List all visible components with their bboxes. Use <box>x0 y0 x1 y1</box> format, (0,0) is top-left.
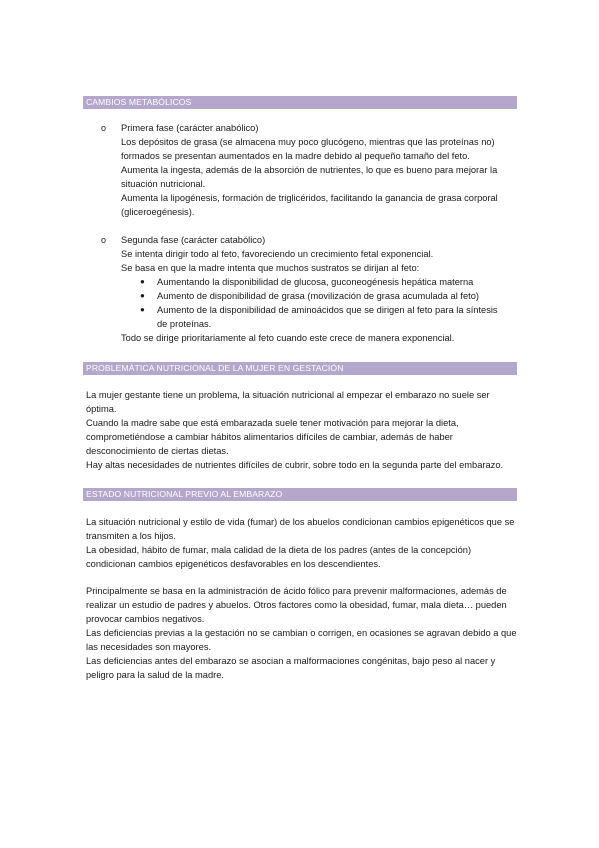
text-line: realizar un estudio de padres y abuelos. Otros factores como la obesidad, fumar, mala dieta… pueden <box>86 600 507 610</box>
text-line: La obesidad, hábito de fumar, mala calidad de la dieta de los padres (antes de la concepción) <box>86 545 472 555</box>
fase1-title: Primera fase (carácter anabólico) <box>121 123 259 133</box>
text-line: (gliceroegénesis). <box>121 207 195 217</box>
text-line: peligro para la salud de la madre. <box>86 670 224 680</box>
list-bullet: ● <box>140 277 145 286</box>
text-line: transmiten a los hijos. <box>86 531 176 541</box>
fase2-block <box>121 233 433 275</box>
list-bullet: ● <box>140 291 145 300</box>
text-line: desconocimiento de ciertas dietas. <box>86 446 229 456</box>
section-header-estado: ESTADO NUTRICIONAL PREVIO AL EMBARAZO <box>83 488 517 501</box>
text-line: Cuando la madre sabe que está embarazada suele tener motivación para mejorar la dieta, <box>86 418 459 428</box>
estado-paragraph-1 <box>86 515 514 571</box>
text-line: condicionan cambios epigenéticos desfavorables en los descendientes. <box>86 559 381 569</box>
list-bullet: o <box>101 235 107 245</box>
section-header-problematica: PROBLEMÁTICA NUTRICIONAL DE LA MUJER EN GESTACIÓN <box>83 362 517 375</box>
sub-item <box>157 289 479 303</box>
problematica-paragraph <box>86 388 503 472</box>
fase2-closing <box>121 331 454 345</box>
sub-item <box>157 303 498 331</box>
text-line: Hay altas necesidades de nutrientes difíciles de cubrir, sobre todo en la segunda parte del embarazo. <box>86 460 504 470</box>
text-line: Aumenta la lipogénesis, formación de triglicéridos, facilitando la ganancia de grasa corporal <box>121 193 498 203</box>
text-line: La mujer gestante tiene un problema, la situación nutricional al empezar el embarazo no suele ser <box>86 390 490 400</box>
text-line: de proteínas. <box>157 319 212 329</box>
text-line: Todo se dirige prioritariamente al feto cuando este crece de manera exponencial. <box>121 333 455 343</box>
text-line: Aumento de la disponibilidad de aminoácidos que se dirigen al feto para la síntesis <box>157 305 498 315</box>
list-bullet: o <box>101 123 107 133</box>
text-line: Las deficiencias antes del embarazo se asocian a malformaciones congénitas, bajo peso al nacer y <box>86 656 496 666</box>
text-line: Se intenta dirigir todo al feto, favoreciendo un crecimiento fetal exponencial. <box>121 249 434 259</box>
text-line: las necesidades son mayores. <box>86 642 212 652</box>
text-line: Aumentando la disponibilidad de glucosa, guconeogénesis hepática materna <box>157 277 474 287</box>
text-line: Se basa en que la madre intenta que muchos sustratos se dirijan al feto: <box>121 263 420 273</box>
text-line: La situación nutricional y estilo de vida (fumar) de los abuelos condicionan cambios epigenéticos que se <box>86 517 515 527</box>
estado-paragraph-2 <box>86 584 517 682</box>
text-line: Aumenta la ingesta, además de la absorción de nutrientes, lo que es bueno para mejorar la <box>121 165 498 175</box>
text-line: Principalmente se basa en la administración de ácido fólico para prevenir malformaciones, además de <box>86 586 507 596</box>
text-line: Las deficiencias previas a la gestación no se cambian o corrigen, en ocasiones se agravan debido a que <box>86 628 517 638</box>
fase1-block <box>121 121 498 219</box>
list-bullet: ● <box>140 305 145 314</box>
text-line: Los depósitos de grasa (se almacena muy poco glucógeno, mientras que las proteínas no) <box>121 137 495 147</box>
section-header-cambios: CAMBIOS METABÓLICOS <box>83 96 517 109</box>
fase2-title: Segunda fase (carácter catabólico) <box>121 235 266 245</box>
text-line: situación nutricional. <box>121 179 206 189</box>
text-line: provocar cambios negativos. <box>86 614 205 624</box>
text-line: comprometiéndose a cambiar hábitos alimentarios difíciles de cambiar, además de haber <box>86 432 453 442</box>
text-line: formados se presentan aumentados en la madre debido al pequeño tamaño del feto. <box>121 151 470 161</box>
sub-item <box>157 275 473 289</box>
text-line: Aumento de disponibilidad de grasa (movilización de grasa acumulada al feto) <box>157 291 479 301</box>
text-line: óptima. <box>86 404 117 414</box>
